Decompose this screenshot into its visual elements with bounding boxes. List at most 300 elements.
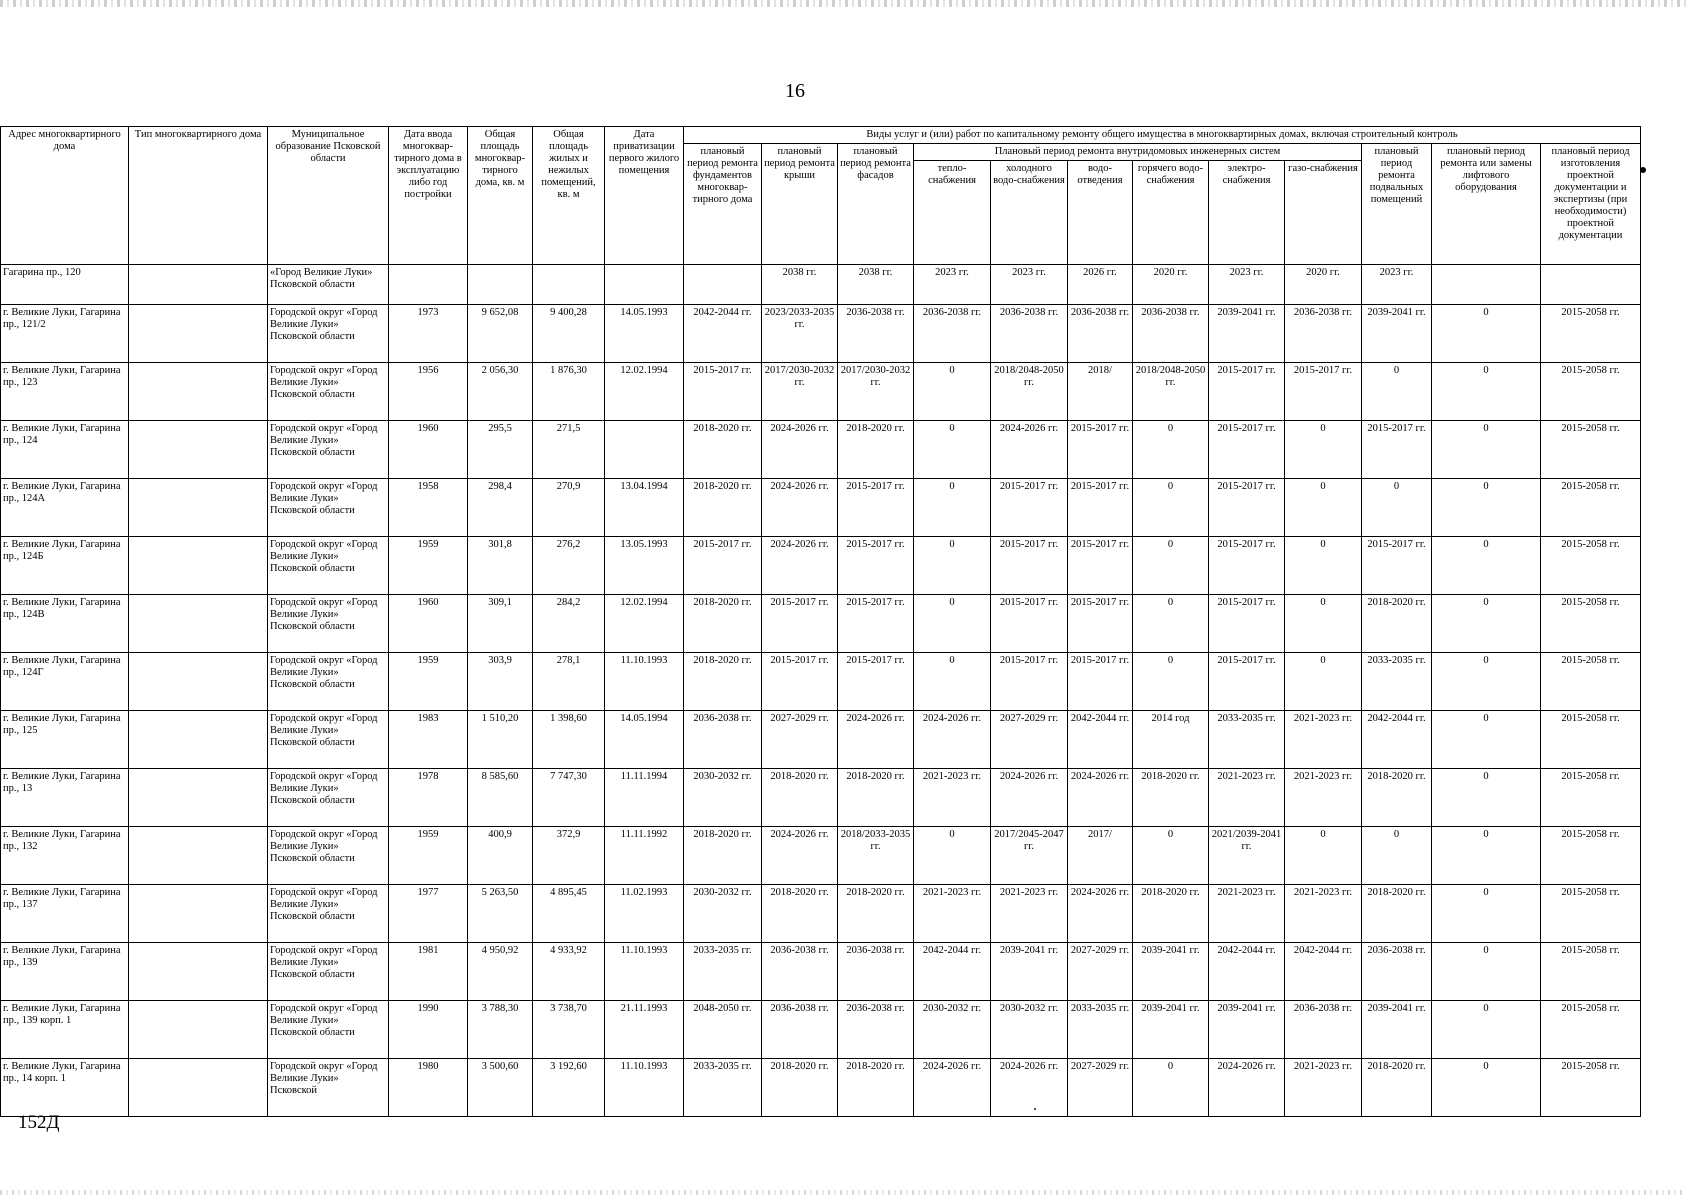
cell-foundation: 2030-2032 гг. <box>684 769 762 827</box>
cell-design: 2015-2058 гг. <box>1541 305 1641 363</box>
cell-total-area: 1 510,20 <box>468 711 533 769</box>
works-group-header: Виды услуг и (или) работ по капитальному ремонту общего имущества в многоквартирных домах, включая строительный контроль <box>684 127 1641 144</box>
cell-heat: 0 <box>914 421 991 479</box>
cell-living-area: 4 895,45 <box>533 885 605 943</box>
cell-cold-water: 2039-2041 гг. <box>991 943 1068 1001</box>
cell-basement: 2018-2020 гг. <box>1362 885 1432 943</box>
table-row <box>1 653 1641 711</box>
cell-house-type <box>129 769 268 827</box>
col-gas: газо-снабжения <box>1285 161 1362 265</box>
cell-house-type <box>129 537 268 595</box>
cell-total-area: 301,8 <box>468 537 533 595</box>
cell-sewer: 2015-2017 гг. <box>1068 653 1133 711</box>
cell-roof: 2024-2026 гг. <box>762 537 838 595</box>
table-row <box>1 479 1641 537</box>
cell-living-area: 276,2 <box>533 537 605 595</box>
cell-total-area: 3 500,60 <box>468 1059 533 1117</box>
cell-facade: 2015-2017 гг. <box>838 479 914 537</box>
cell-elevator: 0 <box>1432 421 1541 479</box>
cell-foundation: 2033-2035 гг. <box>684 943 762 1001</box>
cell-sewer: 2027-2029 гг. <box>1068 1059 1133 1117</box>
col-house-type: Тип многоквартирного дома <box>129 127 268 265</box>
cell-foundation: 2018-2020 гг. <box>684 421 762 479</box>
cell-privatization: 11.10.1993 <box>605 653 684 711</box>
cell-house-type <box>129 653 268 711</box>
cell-cold-water: 2018/2048-2050 гг. <box>991 363 1068 421</box>
cell-total-area: 400,9 <box>468 827 533 885</box>
cell-elevator: 0 <box>1432 711 1541 769</box>
cell-house-type <box>129 1001 268 1059</box>
cell-sewer: 2036-2038 гг. <box>1068 305 1133 363</box>
cell-hot-water: 0 <box>1133 479 1209 537</box>
cell-total-area: 309,1 <box>468 595 533 653</box>
cell-foundation: 2018-2020 гг. <box>684 595 762 653</box>
cell-gas: 0 <box>1285 537 1362 595</box>
cell-foundation: 2042-2044 гг. <box>684 305 762 363</box>
cell-year: 1959 <box>389 537 468 595</box>
cell-heat: 0 <box>914 827 991 885</box>
cell-year: 1958 <box>389 479 468 537</box>
cell-address: г. Великие Луки, Гагарина пр., 124 <box>1 421 129 479</box>
cell-total-area: 303,9 <box>468 653 533 711</box>
cell-municipality: Городской округ «Город Великие Луки» Псковской области <box>268 885 389 943</box>
cell-living-area: 270,9 <box>533 479 605 537</box>
cell-electric: 2015-2017 гг. <box>1209 479 1285 537</box>
cell-address: г. Великие Луки, Гагарина пр., 124Г <box>1 653 129 711</box>
cell-sewer: 2024-2026 гг. <box>1068 885 1133 943</box>
cell-living-area: 284,2 <box>533 595 605 653</box>
cell-electric: 2021-2023 гг. <box>1209 885 1285 943</box>
cell-year: 1981 <box>389 943 468 1001</box>
cell-municipality: Городской округ «Город Великие Луки» Псковской области <box>268 363 389 421</box>
cell-roof: 2024-2026 гг. <box>762 479 838 537</box>
cell-municipality: Городской округ «Город Великие Луки» Псковской области <box>268 421 389 479</box>
cell-sewer: 2015-2017 гг. <box>1068 421 1133 479</box>
capital-repair-table <box>0 126 1641 1117</box>
cell-house-type <box>129 421 268 479</box>
cell-municipality: Городской округ «Город Великие Луки» Псковской области <box>268 537 389 595</box>
cell-sewer: 2024-2026 гг. <box>1068 769 1133 827</box>
cell-electric: 2042-2044 гг. <box>1209 943 1285 1001</box>
cell-house-type <box>129 305 268 363</box>
cell-municipality: Городской округ «Город Великие Луки» Псковской области <box>268 769 389 827</box>
cell-heat: 2021-2023 гг. <box>914 769 991 827</box>
cell-gas: 0 <box>1285 479 1362 537</box>
cell-total-area: 5 263,50 <box>468 885 533 943</box>
table-body <box>1 265 1641 1117</box>
cell-municipality: Городской округ «Город Великие Луки» Псковской области <box>268 479 389 537</box>
cell-sewer: 2015-2017 гг. <box>1068 595 1133 653</box>
cell-year: 1959 <box>389 653 468 711</box>
cell-address: г. Великие Луки, Гагарина пр., 125 <box>1 711 129 769</box>
cell-privatization: 11.02.1993 <box>605 885 684 943</box>
table-header <box>1 127 1641 265</box>
cell-sewer: 2017/ <box>1068 827 1133 885</box>
cell-hot-water: 2018-2020 гг. <box>1133 885 1209 943</box>
table-row <box>1 1001 1641 1059</box>
cell-hot-water: 0 <box>1133 421 1209 479</box>
cell-privatization: 14.05.1993 <box>605 305 684 363</box>
cell-gas: 0 <box>1285 653 1362 711</box>
cell-heat: 0 <box>914 653 991 711</box>
col-heat: тепло-снабжения <box>914 161 991 265</box>
cell-facade: 2036-2038 гг. <box>838 1001 914 1059</box>
cell-house-type <box>129 827 268 885</box>
cell-year: 1983 <box>389 711 468 769</box>
cell-hot-water: 2020 гг. <box>1133 265 1209 305</box>
cell-cold-water: 2021-2023 гг. <box>991 885 1068 943</box>
cell-heat: 2024-2026 гг. <box>914 1059 991 1117</box>
table-row <box>1 711 1641 769</box>
cell-house-type <box>129 943 268 1001</box>
cell-electric: 2015-2017 гг. <box>1209 363 1285 421</box>
cell-privatization: 13.05.1993 <box>605 537 684 595</box>
cell-sewer: 2042-2044 гг. <box>1068 711 1133 769</box>
table-row <box>1 265 1641 305</box>
cell-facade: 2017/2030-2032 гг. <box>838 363 914 421</box>
cell-heat: 0 <box>914 537 991 595</box>
cell-address: г. Великие Луки, Гагарина пр., 139 корп. 1 <box>1 1001 129 1059</box>
cell-hot-water: 0 <box>1133 653 1209 711</box>
cell-total-area: 8 585,60 <box>468 769 533 827</box>
cell-cold-water: 2024-2026 гг. <box>991 769 1068 827</box>
cell-living-area: 4 933,92 <box>533 943 605 1001</box>
cell-basement: 2039-2041 гг. <box>1362 1001 1432 1059</box>
cell-facade: 2018-2020 гг. <box>838 1059 914 1117</box>
cell-elevator: 0 <box>1432 305 1541 363</box>
cell-basement: 2018-2020 гг. <box>1362 595 1432 653</box>
cell-basement: 0 <box>1362 363 1432 421</box>
cell-design: 2015-2058 гг. <box>1541 479 1641 537</box>
cell-heat: 2021-2023 гг. <box>914 885 991 943</box>
cell-roof: 2015-2017 гг. <box>762 653 838 711</box>
cell-heat: 2030-2032 гг. <box>914 1001 991 1059</box>
cell-municipality: «Город Великие Луки» Псковской области <box>268 265 389 305</box>
cell-facade: 2015-2017 гг. <box>838 653 914 711</box>
cell-foundation: 2048-2050 гг. <box>684 1001 762 1059</box>
cell-address: г. Великие Луки, Гагарина пр., 132 <box>1 827 129 885</box>
cell-heat: 2036-2038 гг. <box>914 305 991 363</box>
cell-total-area <box>468 265 533 305</box>
cell-hot-water: 2018/2048-2050 гг. <box>1133 363 1209 421</box>
cell-year: 1959 <box>389 827 468 885</box>
cell-electric: 2021/2039-2041 гг. <box>1209 827 1285 885</box>
cell-living-area: 1 398,60 <box>533 711 605 769</box>
cell-roof: 2023/2033-2035 гг. <box>762 305 838 363</box>
col-cold-water: холодного водо-снабжения <box>991 161 1068 265</box>
col-address: Адрес многоквартирного дома <box>1 127 129 265</box>
cell-municipality: Городской округ «Город Великие Луки» Псковской области <box>268 1001 389 1059</box>
cell-cold-water: 2023 гг. <box>991 265 1068 305</box>
document-code: 152Д <box>18 1112 60 1133</box>
cell-cold-water: 2024-2026 гг. <box>991 421 1068 479</box>
col-commission-date: Дата ввода многоквар-тирного дома в эксплуатацию либо год постройки <box>389 127 468 265</box>
cell-municipality: Городской округ «Город Великие Луки» Псковской области <box>268 711 389 769</box>
cell-living-area <box>533 265 605 305</box>
cell-foundation: 2018-2020 гг. <box>684 653 762 711</box>
cell-sewer: 2033-2035 гг. <box>1068 1001 1133 1059</box>
cell-hot-water: 2014 год <box>1133 711 1209 769</box>
cell-privatization: 11.11.1994 <box>605 769 684 827</box>
cell-foundation: 2033-2035 гг. <box>684 1059 762 1117</box>
cell-foundation: 2018-2020 гг. <box>684 827 762 885</box>
cell-design: 2015-2058 гг. <box>1541 885 1641 943</box>
cell-year: 1960 <box>389 421 468 479</box>
cell-total-area: 9 652,08 <box>468 305 533 363</box>
cell-design: 2015-2058 гг. <box>1541 653 1641 711</box>
cell-municipality: Городской округ «Город Великие Луки» Псковской области <box>268 595 389 653</box>
cell-hot-water: 2039-2041 гг. <box>1133 1001 1209 1059</box>
col-total-area: Общая площадь многоквар-тирного дома, кв. м <box>468 127 533 265</box>
cell-design: 2015-2058 гг. <box>1541 1001 1641 1059</box>
col-municipality: Муниципальное образование Псковской области <box>268 127 389 265</box>
cell-facade: 2018-2020 гг. <box>838 769 914 827</box>
cell-cold-water: 2015-2017 гг. <box>991 653 1068 711</box>
cell-municipality: Городской округ «Город Великие Луки» Псковской области <box>268 827 389 885</box>
cell-roof: 2018-2020 гг. <box>762 769 838 827</box>
cell-municipality: Городской округ «Город Великие Луки» Псковской области <box>268 653 389 711</box>
cell-gas: 2036-2038 гг. <box>1285 1001 1362 1059</box>
cell-electric: 2033-2035 гг. <box>1209 711 1285 769</box>
cell-basement: 2023 гг. <box>1362 265 1432 305</box>
cell-basement: 2039-2041 гг. <box>1362 305 1432 363</box>
cell-year: 1973 <box>389 305 468 363</box>
cell-design: 2015-2058 гг. <box>1541 595 1641 653</box>
cell-cold-water: 2015-2017 гг. <box>991 479 1068 537</box>
cell-municipality: Городской округ «Город Великие Луки» Псковской области <box>268 305 389 363</box>
cell-privatization: 11.10.1993 <box>605 1059 684 1117</box>
cell-roof: 2017/2030-2032 гг. <box>762 363 838 421</box>
cell-basement: 2018-2020 гг. <box>1362 769 1432 827</box>
cell-privatization: 21.11.1993 <box>605 1001 684 1059</box>
cell-municipality: Городской округ «Город Великие Луки» Псковской <box>268 1059 389 1117</box>
cell-electric: 2039-2041 гг. <box>1209 305 1285 363</box>
cell-gas: 2042-2044 гг. <box>1285 943 1362 1001</box>
cell-year: 1990 <box>389 1001 468 1059</box>
cell-gas: 0 <box>1285 827 1362 885</box>
cell-electric: 2015-2017 гг. <box>1209 595 1285 653</box>
cell-electric: 2023 гг. <box>1209 265 1285 305</box>
cell-total-area: 4 950,92 <box>468 943 533 1001</box>
cell-gas: 2036-2038 гг. <box>1285 305 1362 363</box>
cell-gas: 2015-2017 гг. <box>1285 363 1362 421</box>
col-electric: электро-снабжения <box>1209 161 1285 265</box>
cell-cold-water: 2036-2038 гг. <box>991 305 1068 363</box>
cell-gas: 2021-2023 гг. <box>1285 885 1362 943</box>
cell-cold-water: 2024-2026 гг. <box>991 1059 1068 1117</box>
col-hot-water: горячего водо-снабжения <box>1133 161 1209 265</box>
cell-address: г. Великие Луки, Гагарина пр., 14 корп. 1 <box>1 1059 129 1117</box>
cell-basement: 2033-2035 гг. <box>1362 653 1432 711</box>
cell-electric: 2015-2017 гг. <box>1209 537 1285 595</box>
cell-gas: 2021-2023 гг. <box>1285 711 1362 769</box>
cell-elevator: 0 <box>1432 363 1541 421</box>
cell-foundation: 2015-2017 гг. <box>684 537 762 595</box>
cell-heat: 2024-2026 гг. <box>914 711 991 769</box>
cell-basement: 2015-2017 гг. <box>1362 537 1432 595</box>
cell-cold-water: 2015-2017 гг. <box>991 537 1068 595</box>
cell-design: 2015-2058 гг. <box>1541 537 1641 595</box>
cell-privatization: 11.11.1992 <box>605 827 684 885</box>
cell-facade: 2036-2038 гг. <box>838 943 914 1001</box>
cell-living-area: 3 738,70 <box>533 1001 605 1059</box>
cell-sewer: 2027-2029 гг. <box>1068 943 1133 1001</box>
cell-cold-water: 2015-2017 гг. <box>991 595 1068 653</box>
cell-electric: 2021-2023 гг. <box>1209 769 1285 827</box>
cell-foundation <box>684 265 762 305</box>
cell-basement: 0 <box>1362 479 1432 537</box>
cell-gas: 0 <box>1285 421 1362 479</box>
cell-house-type <box>129 265 268 305</box>
cell-facade: 2018-2020 гг. <box>838 885 914 943</box>
table-row <box>1 595 1641 653</box>
cell-basement: 2018-2020 гг. <box>1362 1059 1432 1117</box>
cell-address: г. Великие Луки, Гагарина пр., 137 <box>1 885 129 943</box>
cell-facade: 2015-2017 гг. <box>838 595 914 653</box>
cell-roof: 2036-2038 гг. <box>762 1001 838 1059</box>
cell-heat: 0 <box>914 363 991 421</box>
cell-basement: 2042-2044 гг. <box>1362 711 1432 769</box>
cell-design: 2015-2058 гг. <box>1541 1059 1641 1117</box>
cell-privatization <box>605 421 684 479</box>
cell-roof: 2018-2020 гг. <box>762 885 838 943</box>
cell-elevator: 0 <box>1432 653 1541 711</box>
cell-facade: 2018-2020 гг. <box>838 421 914 479</box>
cell-electric: 2024-2026 гг. <box>1209 1059 1285 1117</box>
cell-foundation: 2036-2038 гг. <box>684 711 762 769</box>
cell-elevator: 0 <box>1432 595 1541 653</box>
table-row <box>1 421 1641 479</box>
cell-elevator: 0 <box>1432 1001 1541 1059</box>
table-row <box>1 885 1641 943</box>
cell-heat: 0 <box>914 479 991 537</box>
cell-privatization: 14.05.1994 <box>605 711 684 769</box>
cell-elevator: 0 <box>1432 769 1541 827</box>
cell-elevator: 0 <box>1432 537 1541 595</box>
cell-electric: 2015-2017 гг. <box>1209 653 1285 711</box>
cell-living-area: 3 192,60 <box>533 1059 605 1117</box>
cell-elevator: 0 <box>1432 943 1541 1001</box>
table-row <box>1 1059 1641 1117</box>
cell-address: г. Великие Луки, Гагарина пр., 124В <box>1 595 129 653</box>
cell-privatization: 12.02.1994 <box>605 595 684 653</box>
scan-edge-bottom <box>0 1190 1686 1195</box>
col-elevator: плановый период ремонта или замены лифтового оборудования <box>1432 144 1541 265</box>
cell-address: г. Великие Луки, Гагарина пр., 124Б <box>1 537 129 595</box>
cell-heat: 0 <box>914 595 991 653</box>
cell-living-area: 9 400,28 <box>533 305 605 363</box>
cell-electric: 2039-2041 гг. <box>1209 1001 1285 1059</box>
cell-roof: 2024-2026 гг. <box>762 827 838 885</box>
cell-address: г. Великие Луки, Гагарина пр., 121/2 <box>1 305 129 363</box>
cell-roof: 2024-2026 гг. <box>762 421 838 479</box>
cell-hot-water: 2018-2020 гг. <box>1133 769 1209 827</box>
cell-privatization: 12.02.1994 <box>605 363 684 421</box>
cell-facade: 2024-2026 гг. <box>838 711 914 769</box>
cell-facade: 2038 гг. <box>838 265 914 305</box>
cell-house-type <box>129 885 268 943</box>
cell-cold-water: 2027-2029 гг. <box>991 711 1068 769</box>
cell-roof: 2038 гг. <box>762 265 838 305</box>
engineering-group-header: Плановый период ремонта внутридомовых инженерных систем <box>914 144 1362 161</box>
cell-elevator: 0 <box>1432 1059 1541 1117</box>
col-privatization-date: Дата приватизации первого жилого помещения <box>605 127 684 265</box>
cell-house-type <box>129 1059 268 1117</box>
cell-foundation: 2015-2017 гг. <box>684 363 762 421</box>
cell-living-area: 7 747,30 <box>533 769 605 827</box>
scan-speck <box>1034 1108 1036 1110</box>
cell-roof: 2018-2020 гг. <box>762 1059 838 1117</box>
cell-municipality: Городской округ «Город Великие Луки» Псковской области <box>268 943 389 1001</box>
table-row <box>1 827 1641 885</box>
cell-year: 1980 <box>389 1059 468 1117</box>
cell-living-area: 1 876,30 <box>533 363 605 421</box>
cell-design: 2015-2058 гг. <box>1541 363 1641 421</box>
col-design-docs: плановый период изготовления проектной документации и экспертизы (при необходимости) проектной документации <box>1541 144 1641 265</box>
cell-elevator: 0 <box>1432 885 1541 943</box>
cell-design: 2015-2058 гг. <box>1541 769 1641 827</box>
cell-design: 2015-2058 гг. <box>1541 827 1641 885</box>
cell-privatization: 13.04.1994 <box>605 479 684 537</box>
cell-hot-water: 2039-2041 гг. <box>1133 943 1209 1001</box>
cell-foundation: 2030-2032 гг. <box>684 885 762 943</box>
cell-basement: 2036-2038 гг. <box>1362 943 1432 1001</box>
cell-design: 2015-2058 гг. <box>1541 421 1641 479</box>
cell-year <box>389 265 468 305</box>
cell-facade: 2036-2038 гг. <box>838 305 914 363</box>
cell-facade: 2018/2033-2035 гг. <box>838 827 914 885</box>
cell-basement: 0 <box>1362 827 1432 885</box>
cell-hot-water: 2036-2038 гг. <box>1133 305 1209 363</box>
cell-privatization: 11.10.1993 <box>605 943 684 1001</box>
table-row <box>1 537 1641 595</box>
cell-total-area: 298,4 <box>468 479 533 537</box>
cell-gas: 2020 гг. <box>1285 265 1362 305</box>
table-row <box>1 769 1641 827</box>
cell-hot-water: 0 <box>1133 827 1209 885</box>
cell-house-type <box>129 479 268 537</box>
cell-house-type <box>129 363 268 421</box>
cell-elevator: 0 <box>1432 479 1541 537</box>
cell-electric: 2015-2017 гг. <box>1209 421 1285 479</box>
cell-house-type <box>129 711 268 769</box>
cell-year: 1960 <box>389 595 468 653</box>
cell-roof: 2015-2017 гг. <box>762 595 838 653</box>
cell-total-area: 3 788,30 <box>468 1001 533 1059</box>
table-row <box>1 363 1641 421</box>
cell-roof: 2027-2029 гг. <box>762 711 838 769</box>
cell-total-area: 295,5 <box>468 421 533 479</box>
cell-elevator: 0 <box>1432 827 1541 885</box>
cell-address: г. Великие Луки, Гагарина пр., 124А <box>1 479 129 537</box>
cell-cold-water: 2030-2032 гг. <box>991 1001 1068 1059</box>
cell-design: 2015-2058 гг. <box>1541 943 1641 1001</box>
cell-address: г. Великие Луки, Гагарина пр., 13 <box>1 769 129 827</box>
cell-year: 1956 <box>389 363 468 421</box>
col-basement: плановый период ремонта подвальных помещений <box>1362 144 1432 265</box>
cell-heat: 2042-2044 гг. <box>914 943 991 1001</box>
cell-living-area: 372,9 <box>533 827 605 885</box>
cell-foundation: 2018-2020 гг. <box>684 479 762 537</box>
cell-address: г. Великие Луки, Гагарина пр., 123 <box>1 363 129 421</box>
cell-year: 1978 <box>389 769 468 827</box>
cell-design: 2015-2058 гг. <box>1541 711 1641 769</box>
cell-year: 1977 <box>389 885 468 943</box>
cell-hot-water: 0 <box>1133 1059 1209 1117</box>
cell-sewer: 2015-2017 гг. <box>1068 537 1133 595</box>
cell-address: Гагарина пр., 120 <box>1 265 129 305</box>
cell-sewer: 2018/ <box>1068 363 1133 421</box>
